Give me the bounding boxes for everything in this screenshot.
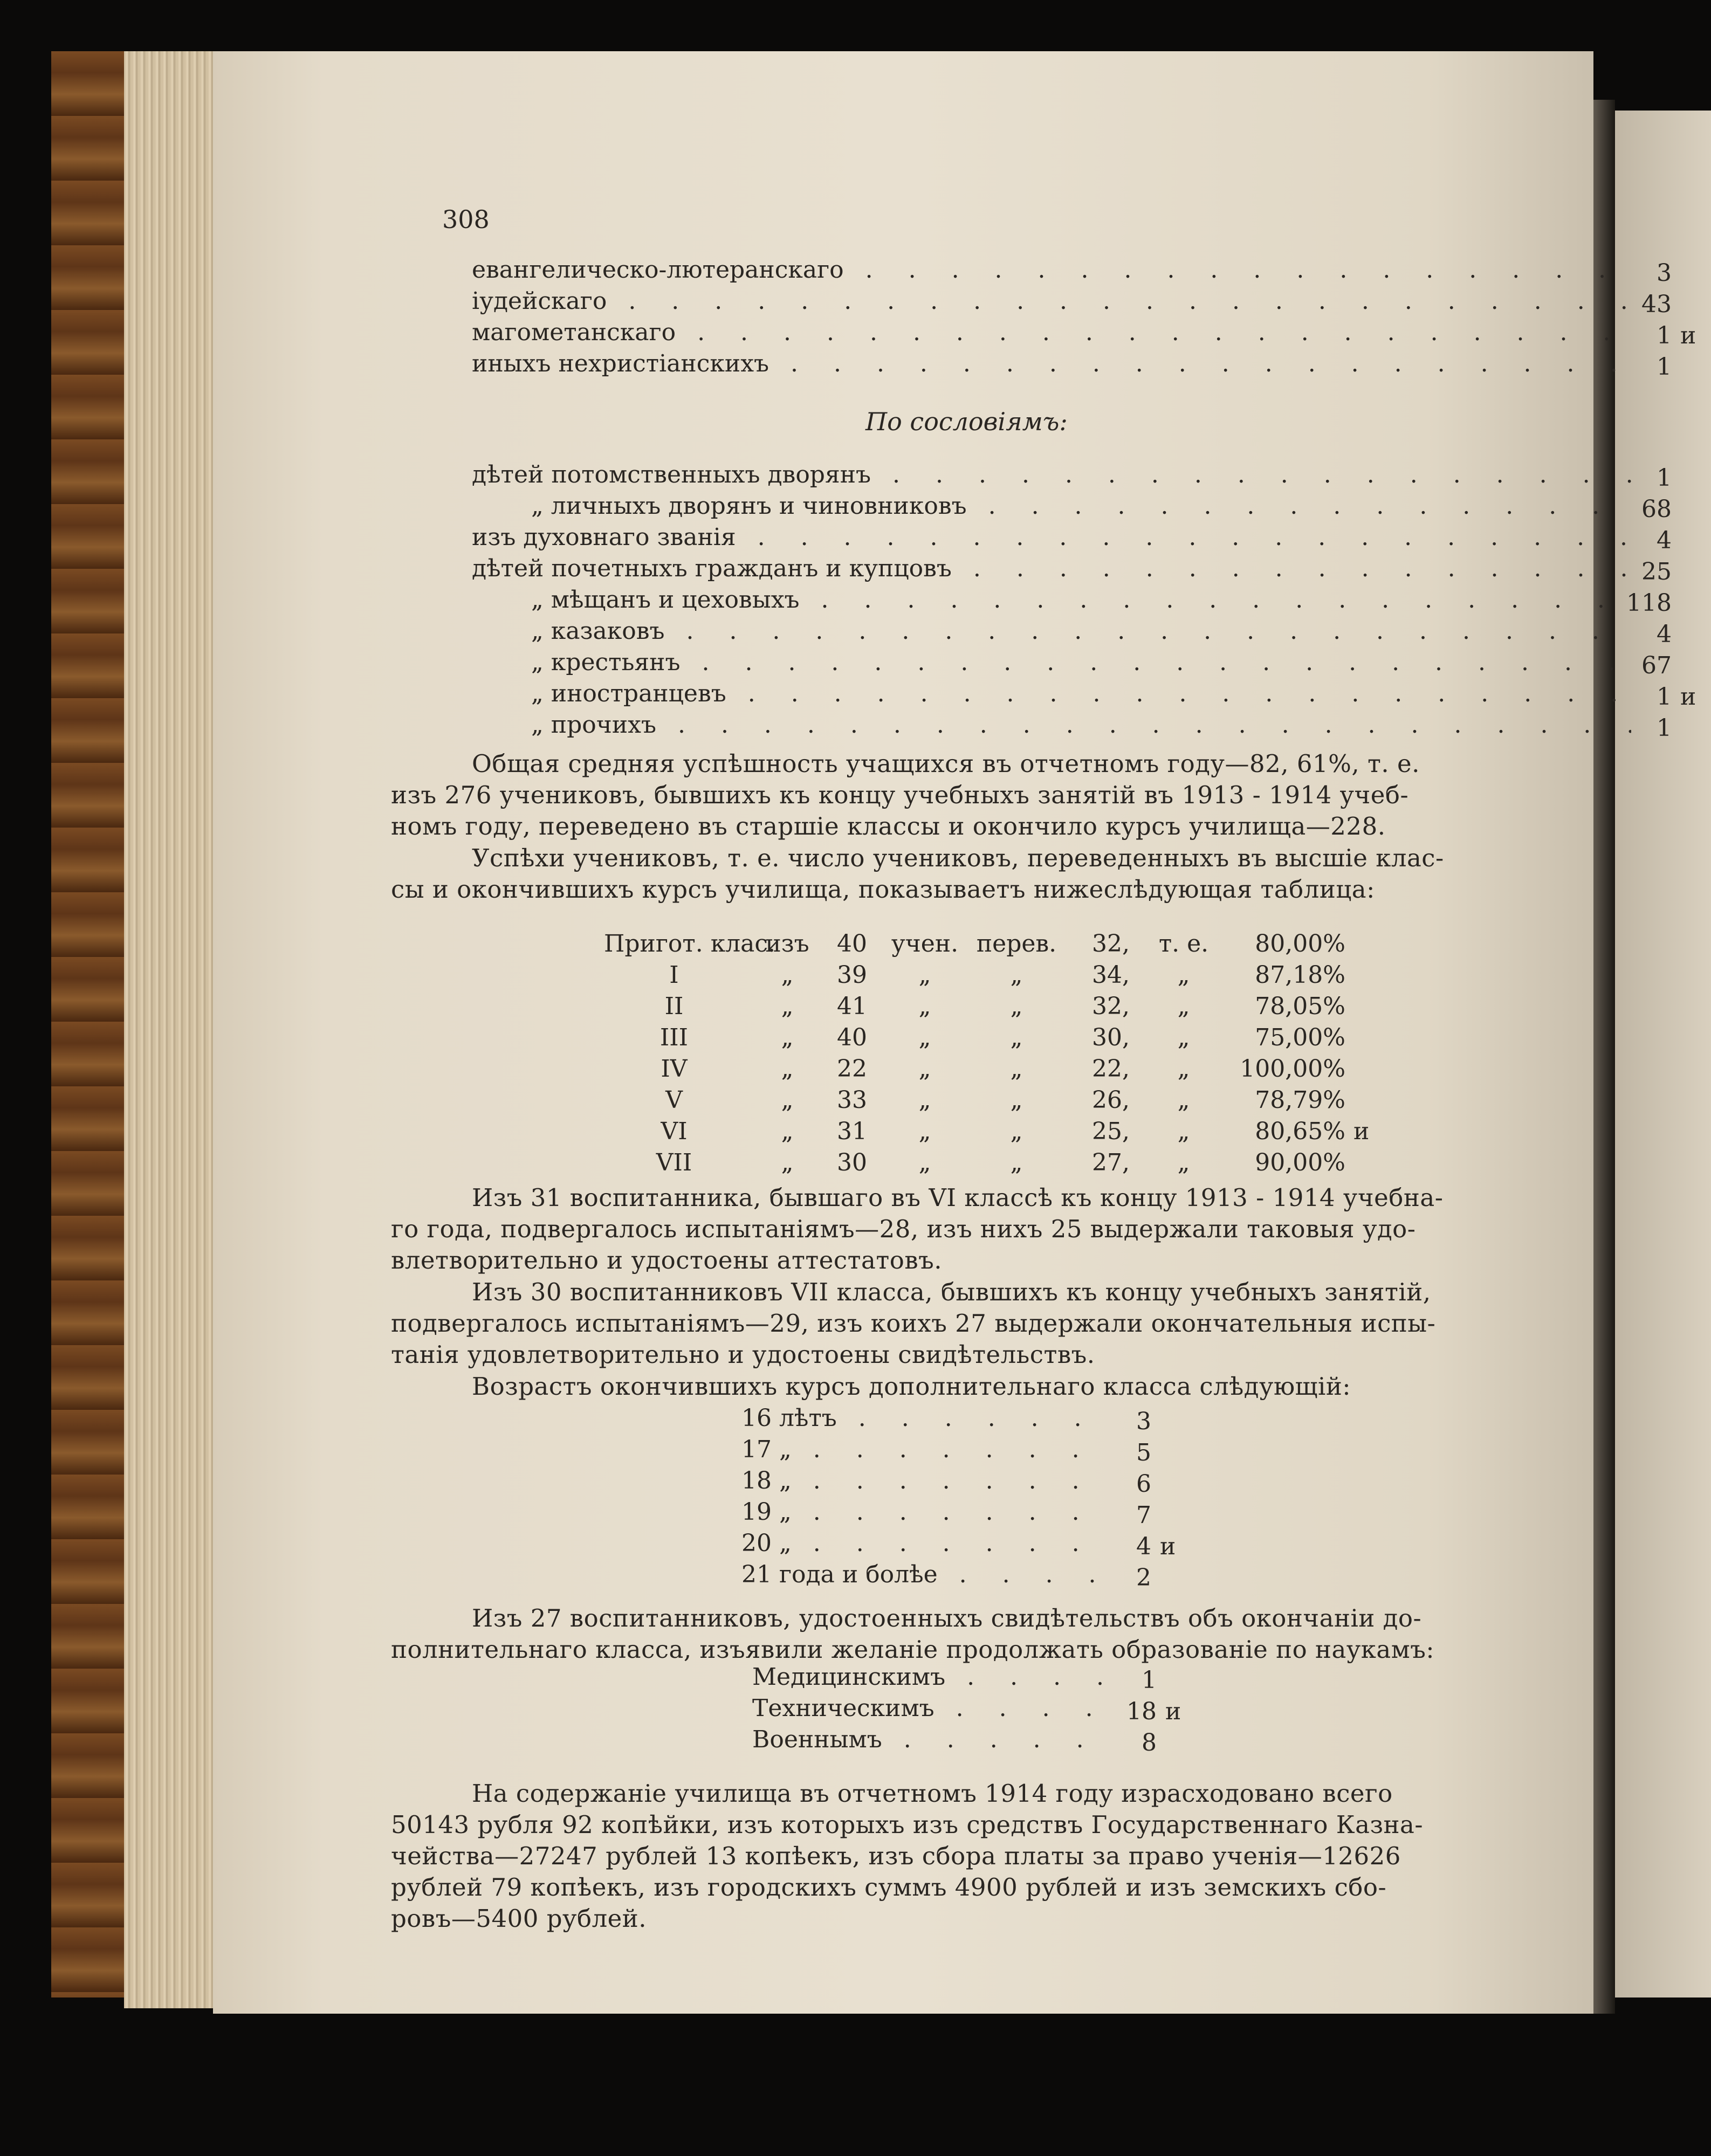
class-cell-q3: „: [1010, 961, 1023, 989]
text-line: Изъ 30 воспитанниковъ VII класса, бывшихъ къ концу учебныхъ занятій,: [472, 1278, 1431, 1306]
class-cell-total: 39: [837, 961, 867, 989]
estate-count: 4: [1657, 527, 1672, 554]
estate-label: дѣтей почетныхъ гражданъ и купцовъ . . .: [472, 555, 1631, 582]
class-cell-q1: „: [781, 1086, 794, 1114]
page-edges: [124, 51, 226, 2008]
text-line: Общая средняя успѣшность учащихся въ отчетномъ году—82, 61%, т. е.: [472, 749, 1420, 778]
book-page: [213, 51, 1696, 2014]
estate-label: „ личныхъ дворянъ и чиновниковъ . . .: [531, 492, 1631, 520]
estate-count: 1: [1657, 714, 1672, 742]
conjunction-i: и: [1680, 683, 1696, 711]
conjunction-i: и: [1160, 1533, 1176, 1560]
class-cell-q2: „: [918, 993, 931, 1020]
class-cell-q3: „: [1010, 1118, 1023, 1145]
age-count: 2: [1136, 1564, 1151, 1592]
estate-label: „ крестьянъ . . .: [531, 649, 1631, 676]
class-cell-q1: „: [781, 961, 794, 989]
class-cell-cls: VI: [661, 1118, 688, 1145]
paragraph-further-study: [391, 1604, 1434, 1666]
class-cell-q4: „: [1177, 1118, 1190, 1145]
estate-count: 4: [1657, 621, 1672, 648]
class-cell-q3: „: [1010, 1055, 1023, 1083]
religion-label: іудейскаго . . .: [472, 287, 1631, 315]
book-gutter: [1591, 100, 1615, 2014]
class-cell-pct: 100,00%: [1240, 1055, 1345, 1083]
class-cell-total: 40: [837, 930, 867, 958]
estate-label: „ иностранцевъ . . .: [531, 680, 1631, 707]
class-cell-pct: 87,18%: [1255, 961, 1345, 989]
religion-label: магометанскаго . . .: [472, 319, 1631, 346]
estate-count: 67: [1641, 652, 1672, 679]
age-label: 19 „ . . .: [741, 1498, 1108, 1526]
class-cell-moved: 25,: [1092, 1118, 1130, 1145]
science-count: 18: [1126, 1698, 1157, 1725]
science-label: Медицинскимъ . . .: [752, 1663, 1119, 1691]
estate-label: дѣтей потомственныхъ дворянъ . . .: [472, 461, 1631, 488]
text-line: изъ 276 учениковъ, бывшихъ къ концу учебныхъ занятій въ 1913 - 1914 учеб-: [391, 781, 1409, 809]
class-cell-total: 41: [837, 993, 867, 1020]
text-line: чейства—27247 рублей 13 копѣекъ, изъ сбора платы за право ученія—12626: [391, 1842, 1401, 1870]
class-cell-q2: учен.: [891, 930, 959, 958]
science-count: 1: [1142, 1666, 1157, 1694]
class-cell-total: 33: [837, 1086, 867, 1114]
text-line: полнительнаго класса, изъявили желаніе продолжать образованіе по наукамъ:: [391, 1635, 1435, 1664]
text-line: го года, подвергалось испытаніямъ—28, изъ нихъ 25 выдержали таковыя удо-: [391, 1215, 1416, 1243]
class-cell-total: 22: [837, 1055, 867, 1083]
conjunction-i: и: [1353, 1118, 1370, 1145]
page-text: [213, 51, 1696, 2014]
class-cell-q3: перев.: [976, 930, 1057, 958]
class-cell-cls: V: [665, 1086, 683, 1114]
class-cell-moved: 22,: [1092, 1055, 1130, 1083]
adjacent-page: [1610, 111, 1711, 1997]
paragraph-vii-class: [391, 1278, 1435, 1372]
class-cell-q2: „: [918, 1024, 931, 1051]
text-line: подвергалось испытаніямъ—29, изъ коихъ 27 выдержали окончательныя испы-: [391, 1309, 1436, 1338]
age-count: 5: [1136, 1439, 1151, 1466]
class-cell-q2: „: [918, 1055, 931, 1083]
class-cell-q3: „: [1010, 1149, 1023, 1176]
estate-label: „ казаковъ . . .: [531, 617, 1631, 645]
conjunction-i: и: [1165, 1698, 1181, 1725]
age-label: 21 года и болѣе . . .: [741, 1561, 1108, 1588]
class-cell-q4: т. е.: [1158, 930, 1209, 958]
class-cell-cls: II: [664, 993, 684, 1020]
class-cell-moved: 26,: [1092, 1086, 1130, 1114]
class-cell-q3: „: [1010, 993, 1023, 1020]
class-cell-moved: 27,: [1092, 1149, 1130, 1176]
class-cell-q3: „: [1010, 1024, 1023, 1051]
class-cell-pct: 75,00%: [1255, 1024, 1345, 1051]
text-line: сы и окончившихъ курсъ училища, показываетъ нижеслѣдующая таблица:: [391, 875, 1375, 904]
estate-label: „ прочихъ . . .: [531, 711, 1631, 739]
class-cell-q1: изъ: [765, 930, 809, 958]
age-label: 17 „ . . .: [741, 1436, 1108, 1463]
estate-count: 25: [1641, 558, 1672, 586]
paragraph-success: [391, 749, 1420, 843]
estate-count: 1: [1657, 683, 1672, 711]
class-cell-moved: 32,: [1092, 930, 1130, 958]
religion-count: 43: [1641, 291, 1672, 318]
religion-label: евангелическо-лютеранскаго . . .: [472, 256, 1631, 284]
conjunction-i: и: [1680, 322, 1696, 349]
age-count: 3: [1136, 1408, 1151, 1435]
class-cell-q4: „: [1177, 1055, 1190, 1083]
class-cell-pct: 78,05%: [1255, 993, 1345, 1020]
age-count: 6: [1136, 1470, 1151, 1498]
text-line: ровъ—5400 рублей.: [391, 1904, 647, 1933]
text-line: Изъ 31 воспитанника, бывшаго въ VI классѣ къ концу 1913 - 1914 учебна-: [472, 1183, 1444, 1212]
section-heading-estates: По сословіямъ:: [865, 407, 1068, 436]
class-cell-q1: „: [781, 1055, 794, 1083]
class-cell-q2: „: [918, 961, 931, 989]
class-cell-q1: „: [781, 1118, 794, 1145]
estate-count: 118: [1626, 589, 1672, 617]
class-cell-moved: 30,: [1092, 1024, 1130, 1051]
class-cell-q2: „: [918, 1118, 931, 1145]
age-label: 18 „ . . .: [741, 1467, 1108, 1494]
paragraph-age-intro: Возрастъ окончившихъ курсъ дополнительнаго класса слѣдующій:: [472, 1372, 1351, 1401]
class-cell-pct: 80,65%: [1255, 1118, 1345, 1145]
science-count: 8: [1142, 1729, 1157, 1757]
paragraph-vi-class: [391, 1183, 1443, 1277]
class-cell-q1: „: [781, 993, 794, 1020]
class-cell-total: 31: [837, 1118, 867, 1145]
class-cell-q2: „: [918, 1086, 931, 1114]
class-cell-q4: „: [1177, 993, 1190, 1020]
age-count: 7: [1136, 1501, 1151, 1529]
class-cell-total: 30: [837, 1149, 867, 1176]
text-line: 50143 рубля 92 копѣйки, изъ которыхъ изъ средствъ Государственнаго Казна-: [391, 1810, 1424, 1839]
class-cell-cls: IV: [661, 1055, 688, 1083]
class-cell-q4: „: [1177, 1024, 1190, 1051]
class-cell-moved: 34,: [1092, 961, 1130, 989]
estate-count: 1: [1657, 464, 1672, 492]
class-cell-q4: „: [1177, 961, 1190, 989]
class-cell-total: 40: [837, 1024, 867, 1051]
class-cell-moved: 32,: [1092, 993, 1130, 1020]
class-cell-pct: 78,79%: [1255, 1086, 1345, 1114]
science-label: Техническимъ . . .: [752, 1695, 1119, 1722]
class-cell-q1: „: [781, 1024, 794, 1051]
class-cell-pct: 90,00%: [1255, 1149, 1345, 1176]
age-label: 16 лѣтъ . . .: [741, 1404, 1108, 1432]
religion-count: 1: [1657, 353, 1672, 381]
text-line: номъ году, переведено въ старшіе классы и окончило курсъ училища—228.: [391, 812, 1386, 841]
paragraph-table-intro: [391, 844, 1444, 906]
religion-label: иныхъ нехристіанскихъ . . .: [472, 350, 1631, 377]
page-number: 308: [442, 205, 490, 234]
class-cell-q4: „: [1177, 1149, 1190, 1176]
estate-label: изъ духовнаго званія . . .: [472, 523, 1631, 551]
class-cell-cls: Пригот. клас.: [604, 930, 776, 958]
class-cell-pct: 80,00%: [1255, 930, 1345, 958]
class-cell-cls: VII: [656, 1149, 692, 1176]
class-cell-cls: III: [659, 1024, 689, 1051]
estate-count: 68: [1641, 495, 1672, 523]
age-label: 20 „ . . .: [741, 1530, 1108, 1557]
text-line: На содержаніе училища въ отчетномъ 1914 году израсходовано всего: [472, 1779, 1393, 1808]
class-cell-q1: „: [781, 1149, 794, 1176]
religion-count: 3: [1657, 259, 1672, 287]
class-cell-cls: I: [669, 961, 679, 989]
science-label: Военнымъ . . .: [752, 1726, 1119, 1753]
class-cell-q3: „: [1010, 1086, 1023, 1114]
text-line: влетворительно и удостоены аттестатовъ.: [391, 1246, 943, 1275]
class-cell-q2: „: [918, 1149, 931, 1176]
paragraph-expenses: [391, 1779, 1423, 1935]
estate-label: „ мѣщанъ и цеховыхъ . . .: [531, 586, 1631, 614]
text-line: Изъ 27 воспитанниковъ, удостоенныхъ свидѣтельствъ объ окончаніи до-: [472, 1604, 1422, 1633]
text-line: рублей 79 копѣекъ, изъ городскихъ суммъ 4900 рублей и изъ земскихъ сбо-: [391, 1873, 1387, 1902]
class-cell-q4: „: [1177, 1086, 1190, 1114]
text-line: танія удовлетворительно и удостоены свидѣтельствъ.: [391, 1340, 1095, 1369]
age-count: 4: [1136, 1533, 1151, 1560]
religion-count: 1: [1657, 322, 1672, 349]
text-line: Успѣхи учениковъ, т. е. число учениковъ, переведенныхъ въ высшіе клас-: [472, 844, 1444, 872]
